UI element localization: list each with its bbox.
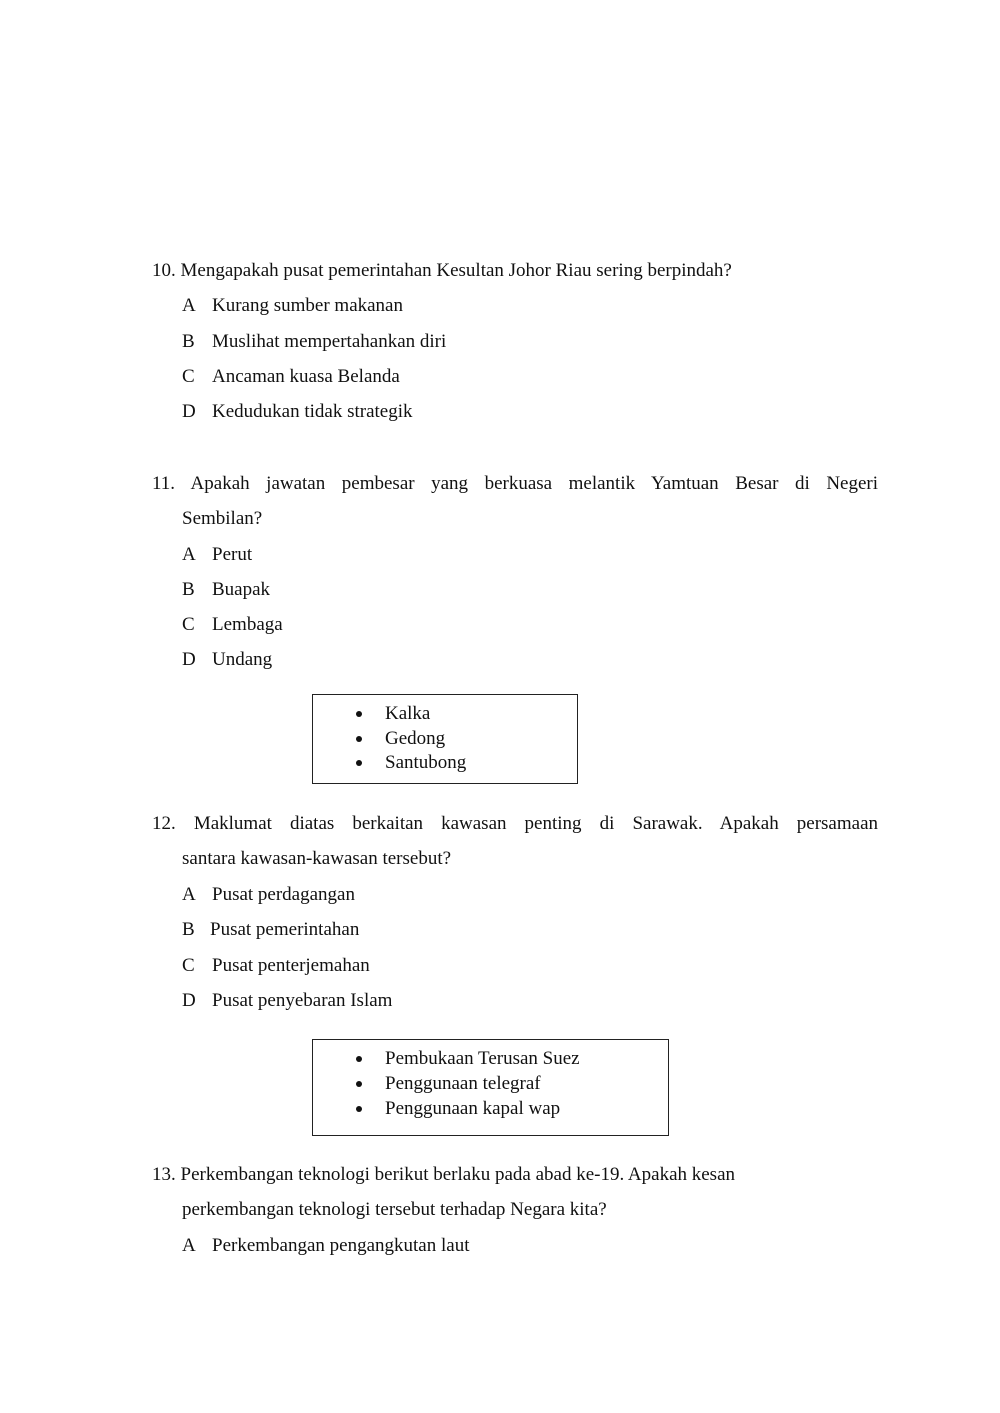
option-text: Perut — [212, 544, 253, 565]
option-text: Pusat pemerintahan — [210, 919, 360, 940]
option-letter: C — [182, 366, 195, 387]
option-letter: A — [182, 1235, 196, 1256]
option-letter: A — [182, 544, 196, 565]
question-text-line2: perkembangan teknologi tersebut terhadap Negara kita? — [182, 1199, 607, 1220]
info-box — [312, 694, 578, 784]
bullet-icon — [356, 711, 362, 717]
info-item: Santubong — [385, 752, 467, 773]
option-letter: A — [182, 295, 196, 316]
option-text: Perkembangan pengangkutan laut — [212, 1235, 470, 1256]
question-text: 10. Mengapakah pusat pemerintahan Kesultan Johor Riau sering berpindah? — [152, 260, 732, 281]
info-item: Gedong — [385, 728, 446, 749]
option-letter: C — [182, 614, 195, 635]
question-text-line1: 13. Perkembangan teknologi berikut berlaku pada abad ke-19. Apakah kesan — [152, 1164, 736, 1185]
option-letter: B — [182, 579, 195, 600]
option-text: Buapak — [212, 579, 271, 600]
question-text-line2: Sembilan? — [182, 508, 263, 529]
option-letter: B — [182, 331, 195, 352]
option-letter: C — [182, 955, 195, 976]
option-letter: A — [182, 884, 196, 905]
question-text-line1: 12. Maklumat diatas berkaitan kawasan penting di Sarawak. Apakah persamaan — [152, 813, 879, 834]
option-letter: B — [182, 919, 195, 940]
option-letter: D — [182, 401, 196, 422]
option-text: Ancaman kuasa Belanda — [212, 366, 400, 387]
option-text: Kedudukan tidak strategik — [212, 401, 413, 422]
option-text: Kurang sumber makanan — [212, 295, 403, 316]
bullet-icon — [356, 1056, 362, 1062]
question-text-line2: santara kawasan-kawasan tersebut? — [182, 848, 452, 869]
option-letter: D — [182, 990, 196, 1011]
option-text: Muslihat mempertahankan diri — [212, 331, 447, 352]
bullet-icon — [356, 1081, 362, 1087]
bullet-icon — [356, 1106, 362, 1112]
option-text: Pusat penterjemahan — [212, 955, 370, 976]
info-item: Pembukaan Terusan Suez — [385, 1048, 580, 1069]
bullet-icon — [356, 736, 362, 742]
info-item: Kalka — [385, 703, 431, 724]
option-text: Pusat penyebaran Islam — [212, 990, 393, 1011]
info-item: Penggunaan kapal wap — [385, 1098, 561, 1119]
info-box — [312, 1039, 669, 1136]
option-text: Pusat perdagangan — [212, 884, 355, 905]
option-text: Undang — [212, 649, 273, 670]
question-text-line1: 11. Apakah jawatan pembesar yang berkuasa melantik Yamtuan Besar di Negeri — [152, 473, 879, 494]
bullet-icon — [356, 760, 362, 766]
option-text: Lembaga — [212, 614, 283, 635]
info-item: Penggunaan telegraf — [385, 1073, 541, 1094]
option-letter: D — [182, 649, 196, 670]
